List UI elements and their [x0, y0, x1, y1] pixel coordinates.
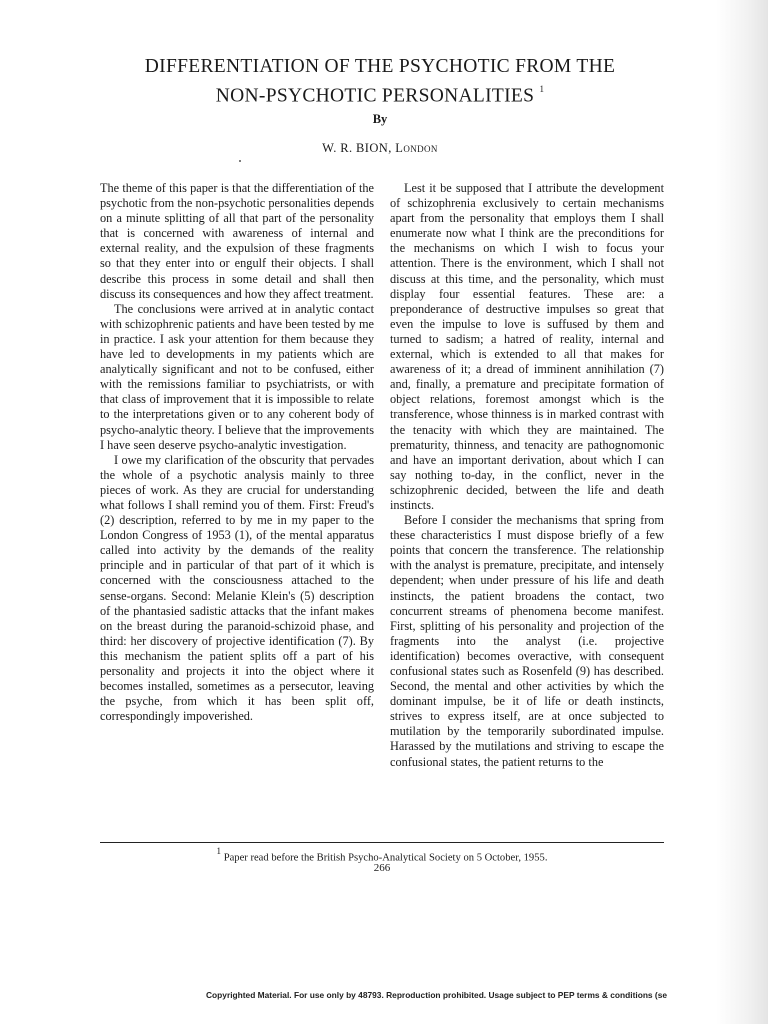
paragraph: Before I consider the mechanisms that spring from these characteristics I must dispose briefly of a few points that concern the transference. The relationship with the analyst is premature, precipitate, and intensely dependent; when under pressure of his life and death instincts, the patient broadens the contact, two concurrent streams of phenomena become manifest. First, splitting of his personality and projection of the fragments into the analyst (i.e. projective identification) becomes overactive, with consequent confusional states such as Rosenfeld (9) has described. Second, the mental and other activities by which the dominant impulse, be it of life or death instincts, strives to express itself, are at once subjected to mutilation by the temporarily subordinated impulse. Harassed by the mutilations and striving to escape the confusional states, the patient returns to the	[390, 513, 664, 769]
paragraph: Lest it be supposed that I attribute the development of schizophrenia exclusively to certain mechanisms apart from the personality that employs them I shall enumerate now what I think are the preconditions for the mechanisms on which I wish to focus your attention. There is the environment, which I shall not discuss at this time, and the personality, which must display four essential features. These are: a preponderance of destructive impulses so great that even the impulse to love is suffused by them and turned to sadism; a hatred of reality, internal and external, which is extended to all that makes for awareness of it; a dread of imminent annihilation (7) and, finally, a premature and precipitate formation of object relations, foremost amongst which is the transference, whose thinness is in marked contrast with the tenacity with which they are maintained. The prematurity, thinness, and tenacity are pathognomonic and have an important derivation, about which I can say nothing to-day, in the conflict, never in the schizophrenic decided, between the life and death instincts.	[390, 181, 664, 512]
title-footnote-mark: 1	[539, 84, 545, 94]
scan-page-edge	[716, 0, 768, 1024]
article-title-text: NON-PSYCHOTIC PERSONALITIES	[215, 85, 535, 107]
page-number: 266	[373, 862, 391, 874]
footnote-mark: 1	[216, 846, 222, 856]
left-column	[100, 181, 374, 724]
byline-label: By	[372, 112, 388, 126]
paragraph: The theme of this paper is that the differentiation of the psychotic from the non-psychotic personalities depends on a minute splitting of all that part of the personality that is concerned with awareness of internal and external reality, and the expulsion of these fragments so that they enter into or engulf their objects. I shall describe this process in some detail and shall then discuss its consequences and how they affect treatment.	[100, 181, 374, 301]
footnote-text: Paper read before the British Psycho-Analytical Society on 5 October, 1955.	[223, 852, 548, 864]
right-column	[390, 181, 664, 770]
article-title-line-2	[60, 79, 700, 109]
copyright-notice: Copyrighted Material. For use only by 48793. Reproduction prohibited. Usage subject to PEP terms & conditions (se	[206, 990, 668, 1000]
author-location: London	[395, 141, 438, 155]
scan-speck	[239, 160, 241, 162]
paragraph: I owe my clarification of the obscurity that pervades the whole of a psychotic analysis mainly to three pieces of work. As they are crucial for understanding what follows I shall remind you of them. First: Freud's (2) description, referred to by me in my paper to the London Congress of 1953 (1), of the mental apparatus called into activity by the demands of the reality principle and in particular of that part of it which is concerned with the consciousness attached to the sense-organs. Second: Melanie Klein's (5) description of the phantasied sadistic attacks that the infant makes on the breast during the paranoid-schizoid phase, and third: her discovery of projective identification (7). By this mechanism the patient splits off a part of his personality and projects it into the object where it becomes installed, sometimes as a persecutor, leaving the psyche, from which it has been split off, correspondingly impoverished.	[100, 452, 374, 724]
author-name: W. R. BION,	[322, 141, 392, 155]
paragraph: The conclusions were arrived at in analytic contact with schizophrenic patients and have been tested by me in practice. I ask your attention for them because they have led to developments in my patients which are analytically significant and not to be confused, either with the remissions familiar to psychiatrists, or with that class of improvement that it is impossible to relate to the interpretations given or to any coherent body of psycho-analytic theory. I believe that the improvements I have seen deserve psycho-analytic investigation.	[100, 301, 374, 452]
footnote-divider	[100, 842, 664, 843]
author-line	[60, 141, 700, 156]
article-title-line-1: DIFFERENTIATION OF THE PSYCHOTIC FROM THE	[144, 56, 616, 77]
